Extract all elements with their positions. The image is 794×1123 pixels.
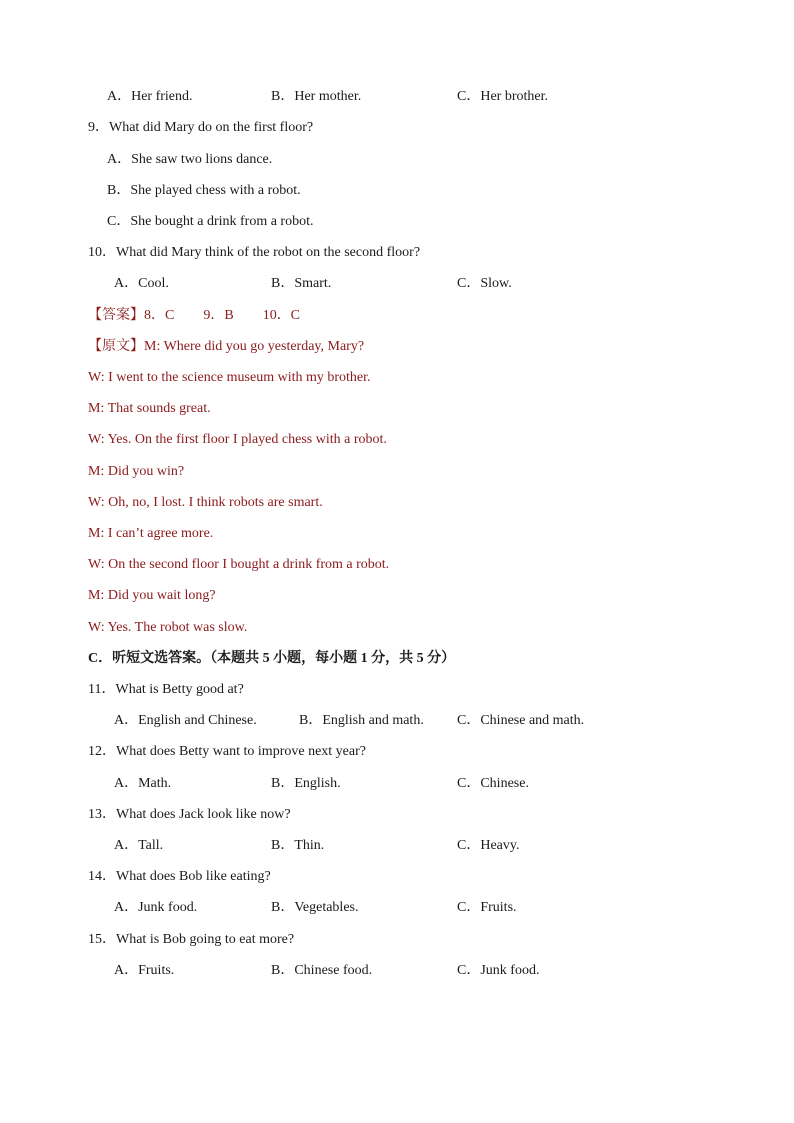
q9-question: 9．What did Mary do on the first floor? <box>88 120 314 135</box>
q8-option-a: A．Her friend. <box>107 89 193 104</box>
transcript-line-8: W: On the second floor I bought a drink from a robot. <box>88 557 390 572</box>
q8-option-c: C．Her brother. <box>457 89 548 104</box>
q12-question: 12．What does Betty want to improve next year? <box>88 744 366 759</box>
q13-option-c: C．Heavy. <box>457 838 520 853</box>
q10-option-c: C．Slow. <box>457 276 512 291</box>
transcript-line-3: M: That sounds great. <box>88 401 211 416</box>
transcript-line-7: M: I can’t agree more. <box>88 526 214 541</box>
q11-option-c: C．Chinese and math. <box>457 713 585 728</box>
q12-option-a: A．Math. <box>114 776 172 791</box>
q12-option-c: C．Chinese. <box>457 776 529 791</box>
q15-question: 15．What is Bob going to eat more? <box>88 932 295 947</box>
q15-option-c: C．Junk food. <box>457 963 540 978</box>
q15-option-a: A．Fruits. <box>114 963 175 978</box>
q9-option-a: A．She saw two lions dance. <box>107 152 273 167</box>
q9-option-c: C．She bought a drink from a robot. <box>107 214 314 229</box>
transcript-line-4: W: Yes. On the first floor I played chess with a robot. <box>88 432 387 447</box>
answer-8: 8．C <box>144 308 175 323</box>
answer-label: 【答案】 <box>88 308 144 323</box>
q14-option-c: C．Fruits. <box>457 900 517 915</box>
transcript-text: M: Where did you go yesterday, Mary? <box>144 339 365 354</box>
q9-option-b: B．She played chess with a robot. <box>107 183 301 198</box>
q10-question: 10．What did Mary think of the robot on the second floor? <box>88 245 421 260</box>
transcript-line-2: W: I went to the science museum with my brother. <box>88 370 371 385</box>
q13-option-b: B．Thin. <box>271 838 325 853</box>
transcript-line-10: W: Yes. The robot was slow. <box>88 620 248 635</box>
q8-option-b: B．Her mother. <box>271 89 362 104</box>
transcript-label: 【原文】 <box>88 339 144 354</box>
q11-question: 11．What is Betty good at? <box>88 682 244 697</box>
answer-9: 9．B <box>203 308 234 323</box>
transcript-line-9: M: Did you wait long? <box>88 588 216 603</box>
q11-option-b: B．English and math. <box>299 713 424 728</box>
q14-question: 14．What does Bob like eating? <box>88 869 271 884</box>
q10-option-b: B．Smart. <box>271 276 332 291</box>
q14-option-b: B．Vegetables. <box>271 900 359 915</box>
answer-line <box>88 307 300 325</box>
q12-option-b: B．English. <box>271 776 341 791</box>
q14-option-a: A．Junk food. <box>114 900 198 915</box>
q15-option-b: B．Chinese food. <box>271 963 373 978</box>
transcript-line-6: W: Oh, no, I lost. I think robots are smart. <box>88 495 323 510</box>
q13-option-a: A．Tall. <box>114 838 164 853</box>
transcript-line-5: M: Did you win? <box>88 464 185 479</box>
q10-option-a: A．Cool. <box>114 276 169 291</box>
transcript-line-1 <box>88 338 364 356</box>
section-c-heading: C．听短文选答案。（本题共 5 小题，每小题 1 分，共 5 分） <box>88 651 456 666</box>
q11-option-a: A．English and Chinese. <box>114 713 257 728</box>
q13-question: 13．What does Jack look like now? <box>88 807 291 822</box>
answer-10: 10．C <box>262 308 301 323</box>
